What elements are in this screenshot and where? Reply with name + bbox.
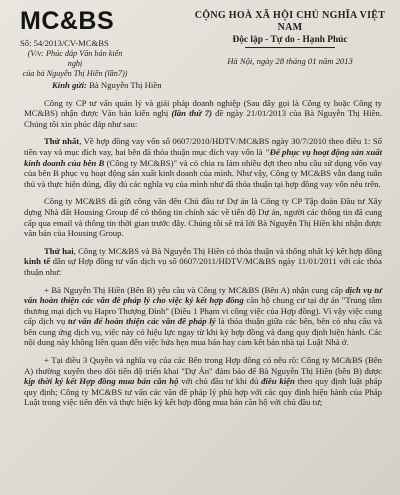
paragraph-rights <box>24 355 382 408</box>
second-heading: Thứ hai <box>44 245 74 256</box>
subject-line <box>20 49 130 79</box>
second-text-2: dân sự Hợp đồng tư vấn dịch vụ số 0607/2011/HĐTV/MC&BS ngày 11/01/2011 với các thỏa thuận như: <box>24 256 382 277</box>
subject-line-2: của bà Nguyễn Thị Hiền (lần7)) <box>22 69 128 78</box>
paragraph-first <box>24 136 382 189</box>
first-emphasis: "Để phục vụ hoạt động sản xuất kinh doanh của bên B <box>24 146 382 168</box>
first-text-2: (Công ty MC&BS)" và có chia ra làm nhiều đợt theo nhu cầu sử dụng vốn vay của bên B phục vụ hoạt động sản xuất kinh doanh của mình. Như vậy, Công ty MC&BS vẫn đang tuân thủ và thực hiện đúng, đầy đủ các nghĩa vụ của mình như đã thỏa thuận tại hợp đồng vay vốn nêu trên. <box>24 157 382 189</box>
nation-name: CỘNG HOÀ XÃ HỘI CHỦ NGHĨA VIỆT NAM <box>194 10 386 33</box>
document-date: Hà Nội, ngày 28 tháng 01 năm 2013 <box>227 56 353 66</box>
scope-text-1: + Bà Nguyễn Thị Hiền (Bên B) yêu cầu và Công ty MC&BS (Bên A) nhận cung cấp <box>44 284 346 295</box>
first-heading: Thứ nhất <box>44 136 80 147</box>
subject-line-1: (V/v: Phúc đáp Văn bản kiến nghị <box>27 49 123 68</box>
recipient-line <box>52 80 382 91</box>
rights-text-2: với chủ đầu tư khi đủ <box>178 376 262 387</box>
rights-emphasis-1: kịp thời ký kết Hợp đồng mua bán căn hộ <box>24 376 179 387</box>
scope-text-2: căn hộ chung cư tại dự án "Trung tâm thương mại dịch vụ Hapro Thượng Đình" (Điều 1 Phạm vi công việc của Hợp đồng). Vì vậy việc cung cấp dịch vụ <box>24 295 382 327</box>
paragraph-housing-group: Công ty MC&BS đã gửi công văn đến Chủ đầu tư Dự án là Công ty CP Tập đoàn Đầu tư Xây dựng Nhà đất Housing Group để có thông tin chính xác về tiến độ Dự án, người các thông tin đã cung cấp qua email và thông tin thời gian trước đây. Chúng tôi sẽ trả lời Bà Nguyễn Thị Hiền khi nhận được văn bản của Housing Group. <box>24 196 382 239</box>
scope-text-3: là thỏa thuận giữa các bên, bên có nhu cầu và bên cung ứng dịch vụ, việc này có hiệu lực ngay từ khi ký hợp đồng và đang quy định hiện hành. Các nội dung này không liên quan đến việc hứa hẹn mua bán hay cam kết bán nhà tại Luật Nhà ở. <box>24 316 383 348</box>
sender-block <box>20 6 180 79</box>
paragraph-scope <box>24 285 382 349</box>
motto-underline <box>245 47 335 48</box>
scope-emphasis-2: tư vấn để hoàn thiện các văn đề pháp lý <box>67 316 216 327</box>
national-heading <box>184 10 396 67</box>
letter-body <box>24 80 382 408</box>
rights-text-3: theo quy định luật pháp quy định; Công ty MC&BS tư vấn các văn đề pháp lý phù hợp với các quy định hiện hành của Pháp Luật trong việc tiến đến và thực hiện ký kết hợp đồng mua bán căn hộ với chủ đầu tư; <box>24 376 382 408</box>
scope-emphasis-1: dịch vụ tư vấn hoàn thiện các văn đề pháp lý cho việc ký kết hợp đồng <box>24 284 382 306</box>
recipient-prefix: Kính gửi: <box>52 80 90 90</box>
company-logo: MC&BS <box>20 7 115 35</box>
rights-emphasis-2: điều kiện <box>261 376 295 387</box>
rights-text-1: + Tại điều 3 Quyền và nghĩa vụ của các Bên trong Hợp đồng có nêu rõ: Công ty MC&BS (Bên A) thường xuyên theo dõi tiến độ triển khai "Dự Án" đảm bảo để Bà Nguyễn Thị Hiền (bên B) được <box>24 355 382 376</box>
intro-text-2: đề ngày 21/01/2013 của Bà Nguyễn Thị Hiền. Chúng tôi xin phúc đáp như sau: <box>24 108 383 129</box>
intro-text-1: Công ty CP tư vấn quản lý và giải pháp doanh nghiệp (Sau đây gọi là Công ty hoặc Công ty MC&BS) nhận được Văn bản kiến nghị <box>24 97 382 119</box>
national-motto: Độc lập - Tự do - Hạnh Phúc <box>232 35 348 45</box>
paragraph-intro <box>24 98 382 130</box>
second-emphasis: kinh tế <box>24 256 51 267</box>
second-text-1: , Công ty MC&BS và Bà Nguyễn Thị Hiền có thỏa thuận và thống nhất ký kết hợp đồng <box>73 245 382 256</box>
paragraph-second <box>24 246 382 278</box>
intro-emphasis: (lần thứ 7) <box>171 108 212 119</box>
recipient-name: Bà Nguyễn Thị Hiền <box>89 80 162 90</box>
document-number: Số: 54/2013/CV-MC&BS <box>20 38 109 48</box>
first-text-1: , Về hợp đồng vay vốn số 0607/2010/HĐTV/MC&BS ngày 30/7/2010 theo điều 1: Số tiền vay và mục đích vay, hai bên đã thỏa thuận mục đích vay vốn là <box>24 136 382 157</box>
